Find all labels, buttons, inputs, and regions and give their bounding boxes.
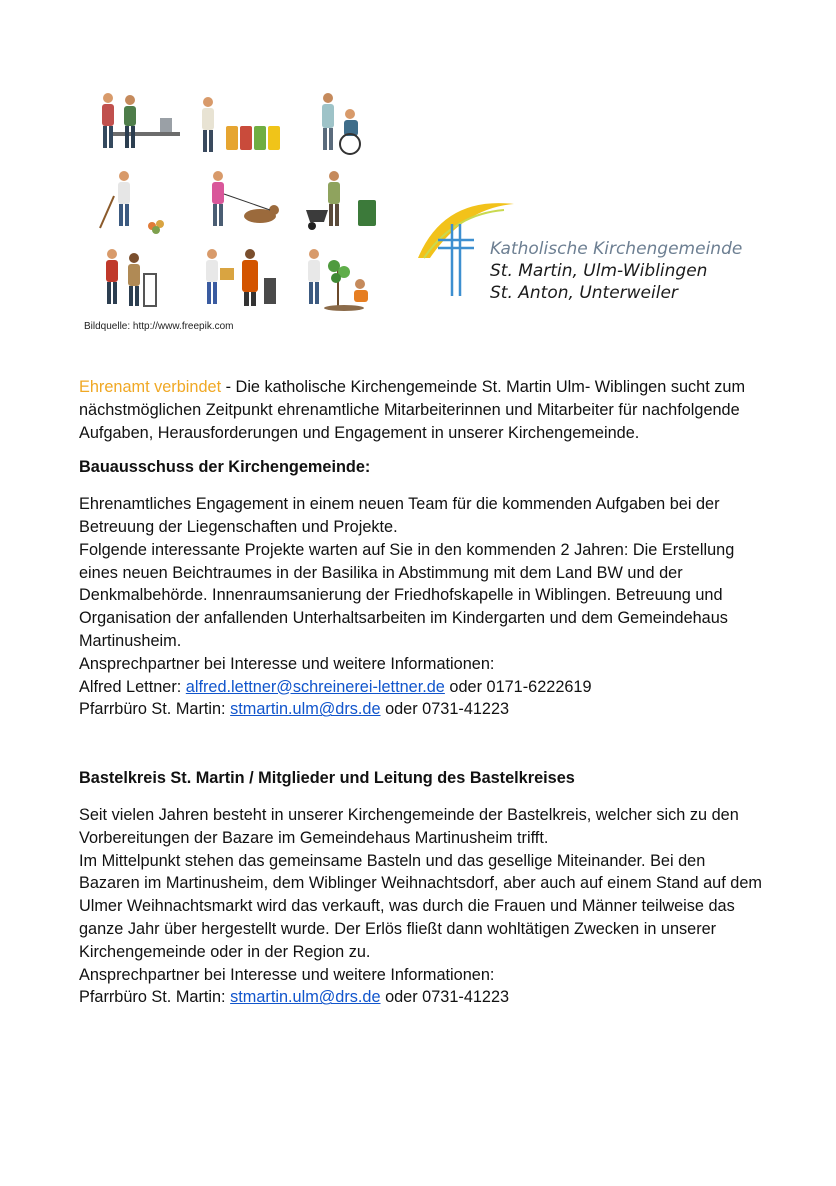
dog-walking-icon — [190, 166, 286, 236]
logo-line-st-anton: St. Anton, Unterweiler — [490, 283, 678, 303]
contact-name: Pfarrbüro St. Martin: — [79, 700, 231, 719]
tree-planting-icon — [298, 244, 394, 314]
donation-icon — [190, 244, 286, 314]
document-body — [79, 376, 769, 1009]
section1-paragraph-1: Ehrenamtliches Engagement in einem neuen Team für die kommenden Aufgaben bei der Betreuung der Liegenschaften und Projekte. — [79, 495, 720, 536]
section1-paragraph-2: Folgende interessante Projekte warten auf Sie in den kommenden 2 Jahren: Die Erstellung eines neuen Beichtraumes in der Basilika in Abstimmung mit dem Land BW und der Denkmalbehörde. Innenraumsanierung der Friedhofskapelle in Wiblingen. Betreuung und Organisation der anfallenden Unterhaltsarbeiten im Kindergarten und dem Gemeindehaus Martinusheim. — [79, 540, 735, 650]
intro-paragraph — [79, 376, 769, 444]
contact-phone: oder 0171-6222619 — [444, 677, 592, 696]
wheelchair-assist-icon — [298, 88, 394, 158]
wheelbarrow-icon — [298, 166, 394, 236]
elderly-help-icon — [90, 244, 186, 314]
section1-contact-lettner — [79, 676, 769, 699]
section2-paragraph-1: Seit vielen Jahren besteht in unserer Kirchengemeinde der Bastelkreis, welcher sich zu den Vorbereitungen der Bazare im Gemeindehaus Martinusheim trifft. — [79, 805, 739, 847]
intro-text: - Die katholische Kirchengemeinde St. Martin Ulm- Wiblingen sucht zum nächstmöglichen Zeitpunkt ehrenamtliche Mitarbeiterinnen und Mitarbeiter für nachfolgende Aufgaben, Herausforderungen und Engagement in unserer Kirchengemeinde. — [79, 378, 746, 442]
section1-contact-pfarrbuero — [79, 698, 769, 721]
logo-line-parish: Katholische Kirchengemeinde — [490, 239, 743, 259]
email-link-lettner[interactable]: alfred.lettner@schreinerei-lettner.de — [185, 677, 445, 696]
section1-contact-intro: Ansprechpartner bei Interesse und weitere Informationen: — [79, 654, 495, 673]
section2-contact-pfarrbuero — [79, 986, 769, 1009]
section2-contact-intro: Ansprechpartner bei Interesse und weitere Informationen: — [79, 965, 495, 984]
section2-paragraph-2: Im Mittelpunkt stehen das gemeinsame Basteln und das gesellige Miteinander. Bei den Bazaren im Martinusheim, dem Wiblinger Weihnachtsdorf, aber auch auf einem Stand auf dem Ulmer Weihnachtsmarkt wird das verkauft, was durch die Frauen und Männer teilweise das ganze Jahr über hergestellt wurde. Der Erlös fließt dann wohltätigen Zwecken in unserer Kirchengemeinde oder in der Region zu. — [79, 851, 762, 961]
intro-lead: Ehrenamt verbindet — [79, 378, 222, 396]
contact-name: Alfred Lettner: — [79, 677, 186, 696]
email-link-pfarrbuero[interactable]: stmartin.ulm@drs.de — [230, 700, 381, 719]
sweeping-icon — [90, 166, 186, 236]
section-title-bauausschuss: Bauausschuss der Kirchengemeinde: — [79, 458, 371, 477]
email-link-pfarrbuero-2[interactable]: stmartin.ulm@drs.de — [230, 988, 381, 1007]
volunteer-illustrations — [80, 88, 400, 316]
recycling-bins-icon — [190, 92, 286, 162]
contact-phone: oder 0731-41223 — [380, 700, 510, 719]
logo-line-st-martin: St. Martin, Ulm-Wiblingen — [490, 261, 708, 281]
section-title-bastelkreis: Bastelkreis St. Martin / Mitglieder und Leitung des Bastelkreises — [79, 769, 575, 788]
cooking-volunteers-icon — [90, 88, 186, 158]
image-caption: Bildquelle: http://www.freepik.com — [84, 321, 234, 332]
parish-logo — [404, 196, 764, 316]
contact-phone: oder 0731-41223 — [380, 988, 510, 1007]
contact-name: Pfarrbüro St. Martin: — [79, 988, 231, 1007]
logo-text — [490, 238, 742, 304]
